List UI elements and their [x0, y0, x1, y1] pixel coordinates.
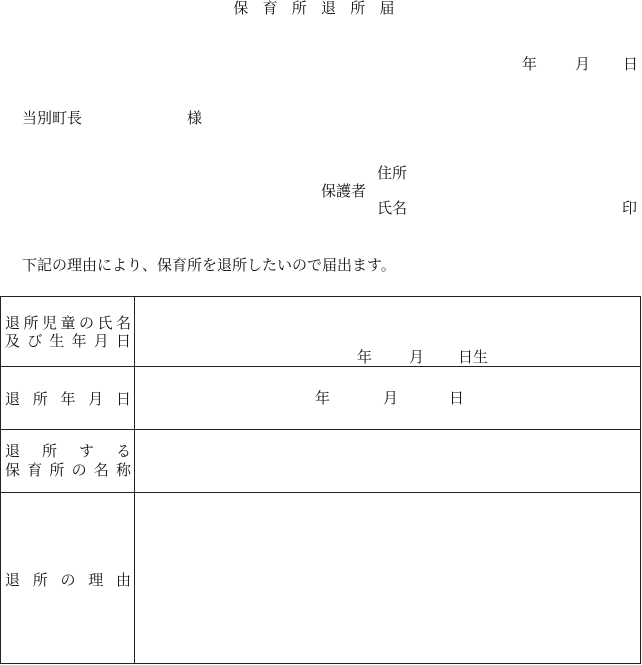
birth-month-label: 月 [409, 348, 425, 366]
statement-text: 下記の理由により、保育所を退所したいので届出ます。 [22, 256, 396, 274]
child-name-label: 退所児童の氏名 [5, 314, 131, 332]
exit-date-label: 退所年月日 [5, 390, 131, 408]
exit-year-label: 年 [315, 389, 331, 407]
row-divider [1, 366, 640, 367]
nursery-name-label: 保育所の名称 [5, 461, 131, 479]
addressee: 当別町長 [22, 109, 83, 127]
exit-reason-label: 退所の理由 [5, 571, 131, 589]
birth-year-label: 年 [357, 348, 373, 366]
document-title: 保育所退所届 [233, 0, 409, 17]
date-day-label: 日 [623, 55, 639, 73]
guardian-label: 保護者 [321, 182, 367, 200]
form-table [0, 296, 641, 664]
address-label: 住所 [377, 164, 408, 182]
exit-day-label: 日 [449, 389, 465, 407]
birth-day-label: 日生 [458, 348, 489, 366]
child-birth-label: 及び生年月日 [5, 332, 131, 350]
name-label: 氏名 [377, 199, 408, 217]
column-divider [134, 297, 135, 663]
exit-month-label: 月 [383, 389, 399, 407]
date-month-label: 月 [575, 55, 591, 73]
nursery-exit-label: 退所する [5, 442, 131, 460]
date-year-label: 年 [522, 55, 538, 73]
row-divider [1, 429, 640, 430]
row-divider [1, 492, 640, 493]
honorific: 様 [187, 109, 203, 127]
seal-label: 印 [622, 199, 638, 217]
